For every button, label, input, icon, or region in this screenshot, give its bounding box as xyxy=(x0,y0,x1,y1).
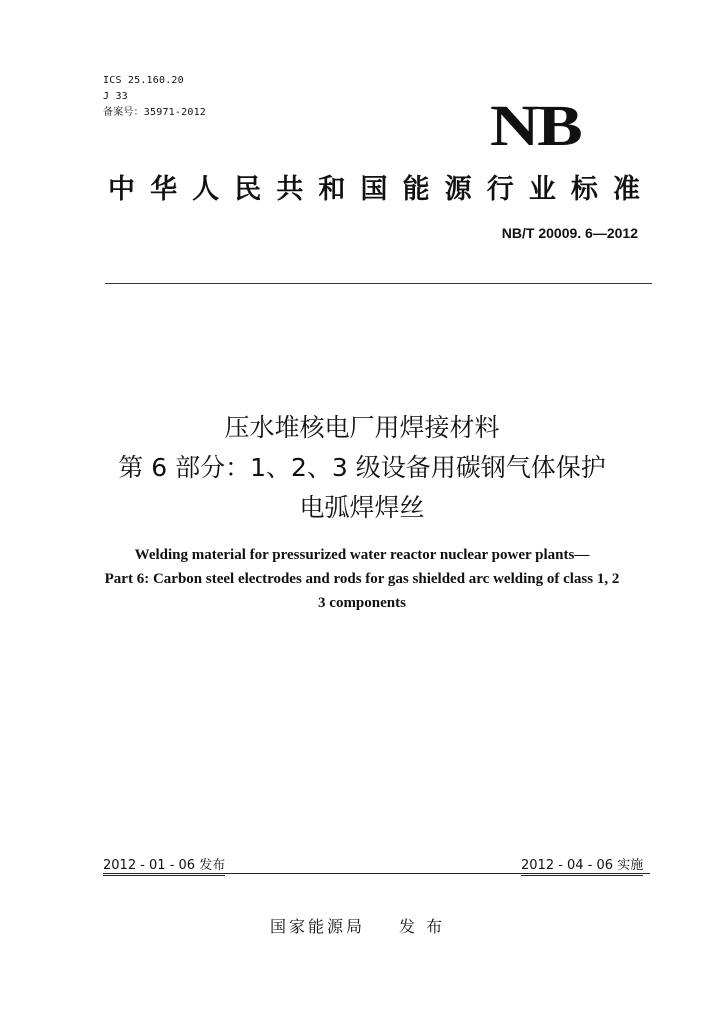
title-en-line-1: Welding material for pressurized water reactor nuclear power plants— xyxy=(134,547,590,563)
english-title xyxy=(40,543,684,615)
chinese-title xyxy=(60,408,664,528)
nb-logo: NB xyxy=(490,93,581,158)
header-divider xyxy=(105,283,652,284)
issue-date: 2012 - 01 - 06 发布 xyxy=(103,854,225,876)
title-en-line-3: 3 components xyxy=(318,595,406,611)
issue-action: 发 布 xyxy=(399,917,446,936)
ics-code: ICS 25.160.20 xyxy=(103,75,184,86)
title-zh-line-1: 压水堆核电厂用焊接材料 xyxy=(224,413,500,442)
effective-date: 2012 - 04 - 06 实施 xyxy=(521,854,643,876)
standard-code: NB/T 20009. 6—2012 xyxy=(501,225,638,241)
title-zh-line-3: 电弧焊焊丝 xyxy=(299,493,425,522)
title-en-line-2: Part 6: Carbon steel electrodes and rods for gas shielded arc welding of class 1, 2 xyxy=(104,571,620,587)
date-divider xyxy=(103,873,650,874)
filing-number: 备案号：35971-2012 xyxy=(103,107,207,118)
title-zh-line-2: 第 6 部分：1、2、3 级设备用碳钢气体保护 xyxy=(118,453,606,482)
classification-block xyxy=(103,73,206,121)
org-title: 中华人民共和国能源行业标准 xyxy=(108,174,642,205)
issuing-authority: 国家能源局 xyxy=(270,917,366,936)
issuer-line xyxy=(270,914,445,937)
class-code: J 33 xyxy=(103,91,128,102)
